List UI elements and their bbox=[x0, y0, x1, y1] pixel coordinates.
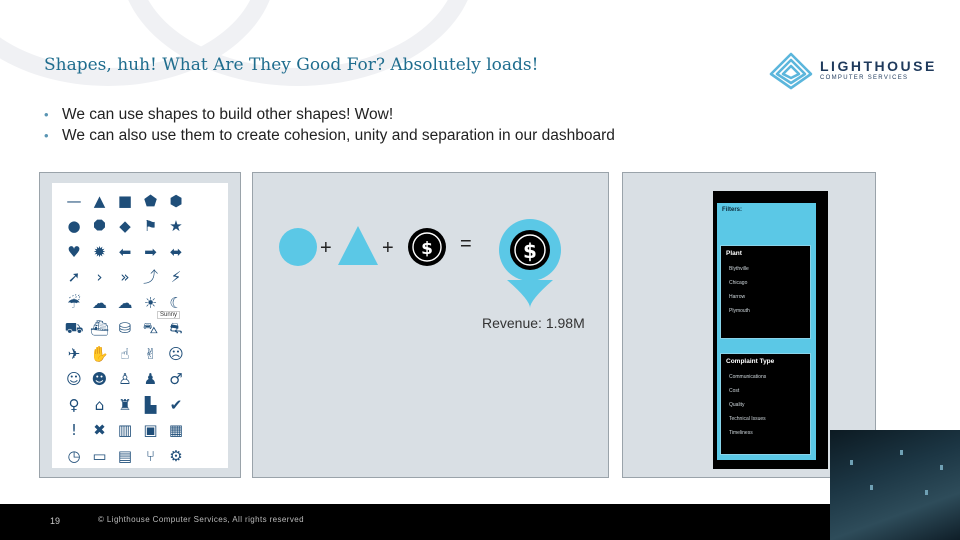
person-standing-icon: ♟ bbox=[143, 370, 158, 388]
taxi-icon: ⛍ bbox=[142, 319, 159, 337]
filters-background bbox=[717, 203, 816, 460]
moon-icon: ☾ bbox=[169, 293, 183, 312]
male-icon: ♂ bbox=[169, 370, 183, 388]
double-arrow-icon: ⬌ bbox=[169, 242, 183, 261]
filters-title: Filters: bbox=[722, 207, 743, 213]
bullet-text: We can use shapes to build other shapes! Wow! bbox=[62, 106, 394, 123]
pentagon-icon: ⬟ bbox=[143, 191, 158, 210]
hexagon-icon: ⬢ bbox=[169, 191, 183, 210]
plant-option[interactable]: Blythville bbox=[729, 266, 749, 272]
briefcase-icon: ▣ bbox=[143, 421, 158, 439]
badge-icon: ✹ bbox=[93, 242, 106, 261]
bank-icon: ♜ bbox=[118, 395, 132, 414]
handshake-icon: ✌ bbox=[144, 344, 157, 363]
heart-icon: ♥ bbox=[67, 242, 81, 261]
logo-brand: LIGHTHOUSE bbox=[820, 58, 937, 74]
bullet-dot: • bbox=[44, 128, 49, 143]
diamond-icon: ◆ bbox=[119, 217, 131, 235]
document-icon: ▤ bbox=[117, 446, 133, 465]
plant-option[interactable]: Harrow bbox=[729, 294, 746, 300]
complaint-option[interactable]: Quality bbox=[729, 402, 745, 408]
basket-icon: ⛁ bbox=[118, 319, 132, 337]
complaint-option[interactable]: Cost bbox=[729, 388, 740, 394]
circle-icon: ● bbox=[67, 217, 81, 235]
slide-title: Shapes, huh! What Are They Good For? Absolutely loads! bbox=[44, 55, 539, 75]
plant-filter-header: Plant bbox=[726, 250, 742, 257]
page-number: 19 bbox=[50, 516, 61, 526]
person-icon: ♙ bbox=[118, 370, 132, 388]
circle-shape bbox=[279, 228, 317, 266]
city-photo bbox=[830, 430, 960, 540]
arrow-right-icon: ➡ bbox=[144, 242, 157, 261]
filters-pane bbox=[713, 191, 828, 469]
trend-arrow-icon: ➚ bbox=[67, 268, 81, 286]
dollar-icon: $ bbox=[523, 239, 537, 263]
car-icon: ⛐ bbox=[169, 319, 183, 337]
cutlery-icon: ⑂ bbox=[145, 446, 155, 465]
thumbs-down-icon: ✋ bbox=[90, 344, 109, 363]
cloud-solid-icon: ☁ bbox=[117, 293, 133, 312]
clock-icon: ◷ bbox=[67, 446, 81, 465]
revenue-label: Revenue: 1.98M bbox=[482, 315, 585, 331]
chevron-right-icon: › bbox=[96, 268, 103, 286]
book-icon: ▥ bbox=[117, 421, 133, 439]
bullet-dot: • bbox=[44, 107, 49, 122]
plant-filter bbox=[720, 245, 811, 339]
complaint-option[interactable]: Communications bbox=[729, 374, 767, 380]
exclamation-icon: ! bbox=[70, 421, 77, 439]
complaint-type-header: Complaint Type bbox=[726, 358, 775, 365]
arrow-left-icon: ⬅ bbox=[118, 242, 132, 261]
double-chevron-icon: » bbox=[120, 268, 130, 286]
smile-face-icon: ☻ bbox=[91, 370, 108, 388]
rain-cloud-icon: ☔ bbox=[67, 293, 81, 312]
cross-icon: ✖ bbox=[93, 421, 106, 439]
square-icon: ■ bbox=[117, 191, 133, 210]
line-icon: — bbox=[66, 191, 82, 210]
tooltip-sunny: Sunny bbox=[157, 311, 180, 319]
plus-sign: + bbox=[382, 237, 394, 259]
house-icon: ⌂ bbox=[94, 395, 105, 414]
cloud-icon: ☁ bbox=[92, 293, 107, 312]
complaint-option[interactable]: Timeliness bbox=[729, 430, 753, 436]
plus-sign: + bbox=[320, 237, 332, 259]
sad-face-icon: ☹ bbox=[168, 344, 184, 363]
calendar-icon: ▦ bbox=[168, 421, 184, 439]
buildings-icon: ▙ bbox=[144, 395, 157, 414]
footer-bar bbox=[0, 504, 960, 540]
bullet-text: We can also use them to create cohesion, unity and separation in our dashboard bbox=[62, 127, 615, 144]
complaint-option[interactable]: Technical Issues bbox=[729, 416, 766, 422]
equals-sign: = bbox=[460, 233, 472, 255]
flag-shape-icon: ⚑ bbox=[143, 217, 158, 235]
triangle-shape bbox=[338, 226, 378, 265]
logo-subtitle: COMPUTER SERVICES bbox=[820, 75, 909, 81]
monitor-icon: ▭ bbox=[92, 446, 107, 465]
plant-option[interactable]: Chicago bbox=[729, 280, 748, 286]
star-icon: ★ bbox=[169, 217, 183, 235]
octagon-icon: ⯃ bbox=[93, 217, 106, 235]
train-icon: ⛴ bbox=[89, 319, 110, 337]
trend-line-icon: ⤴ bbox=[142, 268, 158, 286]
bus-icon: ⛟ bbox=[64, 319, 84, 337]
gear-icon: ⚙ bbox=[169, 446, 183, 465]
female-icon: ♀ bbox=[68, 395, 80, 414]
sun-icon: ☀ bbox=[143, 293, 158, 312]
plant-option[interactable]: Plymouth bbox=[729, 308, 750, 314]
zigzag-icon: ⚡ bbox=[170, 268, 182, 286]
triangle-icon: ▲ bbox=[93, 191, 106, 210]
neutral-face-icon: ☺ bbox=[66, 370, 82, 388]
complaint-type-filter bbox=[720, 353, 811, 455]
copyright-text: © Lighthouse Computer Services, All rights reserved bbox=[98, 515, 304, 524]
dollar-icon: $ bbox=[421, 239, 433, 259]
checkmark-icon: ✔ bbox=[169, 395, 183, 414]
pin-tail bbox=[507, 280, 553, 308]
thumbs-up-icon: ☝ bbox=[120, 344, 130, 363]
plane-icon: ✈ bbox=[67, 344, 81, 363]
